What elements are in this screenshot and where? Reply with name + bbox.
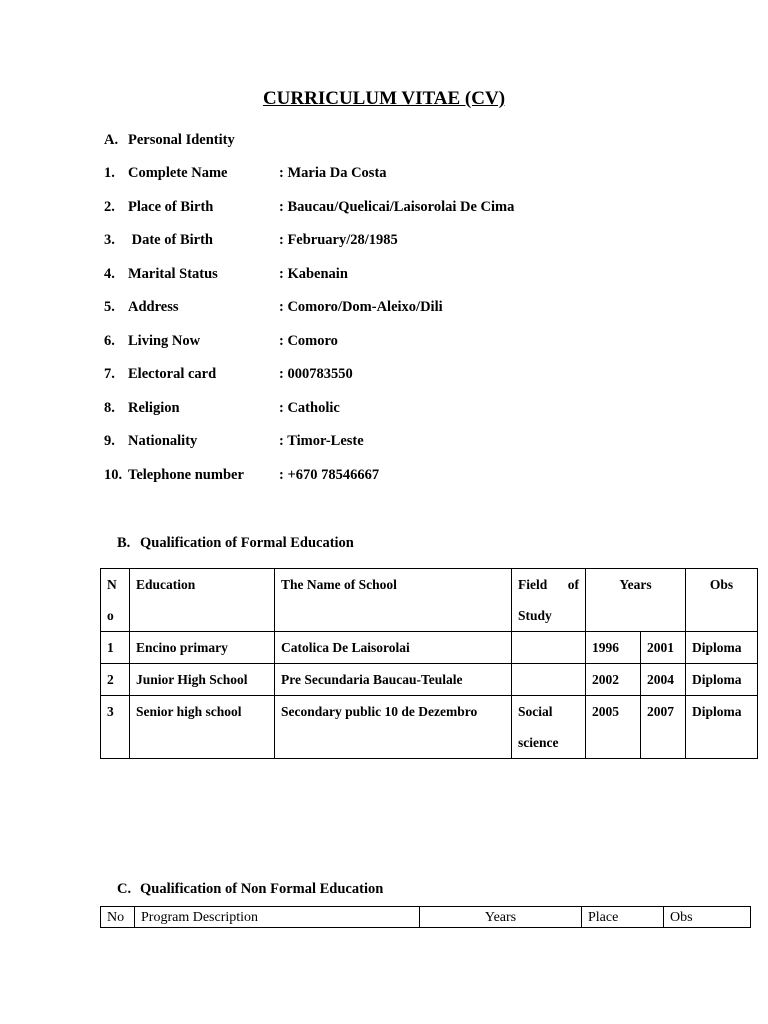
cell-school: Secondary public 10 de Dezembro bbox=[275, 696, 512, 759]
cell-school: Pre Secundaria Baucau-Teulale bbox=[275, 664, 512, 696]
section-b-heading bbox=[117, 535, 354, 552]
cell-obs: Diploma bbox=[686, 632, 758, 664]
item-value: : +670 78546667 bbox=[279, 466, 380, 483]
item-value: : Catholic bbox=[279, 399, 340, 416]
item-number: 6. bbox=[104, 332, 115, 349]
item-label: Date of Birth bbox=[128, 232, 213, 248]
section-a-letter: A. bbox=[104, 132, 119, 148]
header-school: The Name of School bbox=[275, 569, 512, 632]
section-a-heading bbox=[104, 132, 235, 149]
section-b-letter: B. bbox=[117, 535, 131, 551]
cell-year-end: 2004 bbox=[641, 664, 686, 696]
cell-education: Encino primary bbox=[130, 632, 275, 664]
item-number: 5. bbox=[104, 299, 115, 315]
header-field-of-study: Field of Study bbox=[512, 569, 586, 632]
cell-no: 1 bbox=[101, 632, 130, 664]
cell-year-end: 2001 bbox=[641, 632, 686, 664]
header-years: Years bbox=[420, 907, 582, 928]
item-label: Religion bbox=[128, 399, 180, 416]
item-number: 2. bbox=[104, 198, 115, 215]
formal-education-table bbox=[100, 568, 758, 759]
item-label: Marital Status bbox=[128, 265, 218, 282]
item-label: Complete Name bbox=[128, 165, 228, 181]
cell-field bbox=[512, 632, 586, 664]
section-c-letter: C. bbox=[117, 881, 132, 897]
section-a-title: Personal Identity bbox=[128, 132, 235, 148]
header-years: Years bbox=[586, 569, 686, 632]
section-c-title: Qualification of Non Formal Education bbox=[140, 881, 384, 897]
cell-obs: Diploma bbox=[686, 696, 758, 759]
table-row bbox=[101, 632, 758, 664]
header-no: N o bbox=[101, 569, 130, 632]
section-b-title: Qualification of Formal Education bbox=[140, 535, 354, 551]
item-value: : Baucau/Quelicai/Laisorolai De Cima bbox=[279, 198, 515, 215]
cell-field bbox=[512, 664, 586, 696]
header-education: Education bbox=[130, 569, 275, 632]
item-label: Nationality bbox=[128, 433, 198, 449]
non-formal-education-table bbox=[100, 906, 751, 928]
item-label: Telephone number bbox=[128, 466, 244, 483]
cell-education: Senior high school bbox=[130, 696, 275, 759]
header-obs: Obs bbox=[686, 569, 758, 632]
cell-no: 2 bbox=[101, 664, 130, 696]
cell-year-start: 1996 bbox=[586, 632, 641, 664]
item-number: 9. bbox=[104, 433, 115, 449]
table-row bbox=[101, 696, 758, 759]
item-value: : 000783550 bbox=[279, 366, 353, 382]
item-value: : Timor-Leste bbox=[279, 433, 364, 449]
section-c-heading bbox=[117, 881, 383, 898]
cell-education: Junior High School bbox=[130, 664, 275, 696]
header-program-description: Program Description bbox=[135, 907, 420, 928]
item-number: 3. bbox=[104, 232, 115, 248]
item-value: : Kabenain bbox=[279, 265, 348, 282]
item-number: 10. bbox=[104, 466, 123, 483]
item-value: : Comoro/Dom-Aleixo/Dili bbox=[279, 299, 443, 315]
header-obs: Obs bbox=[664, 907, 751, 928]
cell-obs: Diploma bbox=[686, 664, 758, 696]
item-number: 4. bbox=[104, 265, 115, 282]
item-number: 8. bbox=[104, 399, 115, 416]
item-label: Address bbox=[128, 299, 179, 315]
document-title: CURRICULUM VITAE (CV) bbox=[262, 88, 506, 109]
cell-year-start: 2005 bbox=[586, 696, 641, 759]
item-number: 7. bbox=[104, 366, 115, 382]
cell-year-end: 2007 bbox=[641, 696, 686, 759]
item-number: 1. bbox=[104, 165, 115, 181]
header-place: Place bbox=[582, 907, 664, 928]
cell-school: Catolica De Laisorolai bbox=[275, 632, 512, 664]
table-header-row bbox=[101, 569, 758, 632]
table-header-row bbox=[101, 907, 751, 928]
item-value: : Comoro bbox=[279, 332, 338, 349]
header-no: No bbox=[101, 907, 135, 928]
cell-no: 3 bbox=[101, 696, 130, 759]
cell-field: Social science bbox=[512, 696, 586, 759]
item-value: : Maria Da Costa bbox=[279, 165, 387, 181]
item-label: Electoral card bbox=[128, 366, 217, 382]
item-value: : February/28/1985 bbox=[279, 232, 398, 248]
table-row bbox=[101, 664, 758, 696]
item-label: Living Now bbox=[128, 332, 201, 349]
cell-year-start: 2002 bbox=[586, 664, 641, 696]
item-label: Place of Birth bbox=[128, 198, 214, 215]
